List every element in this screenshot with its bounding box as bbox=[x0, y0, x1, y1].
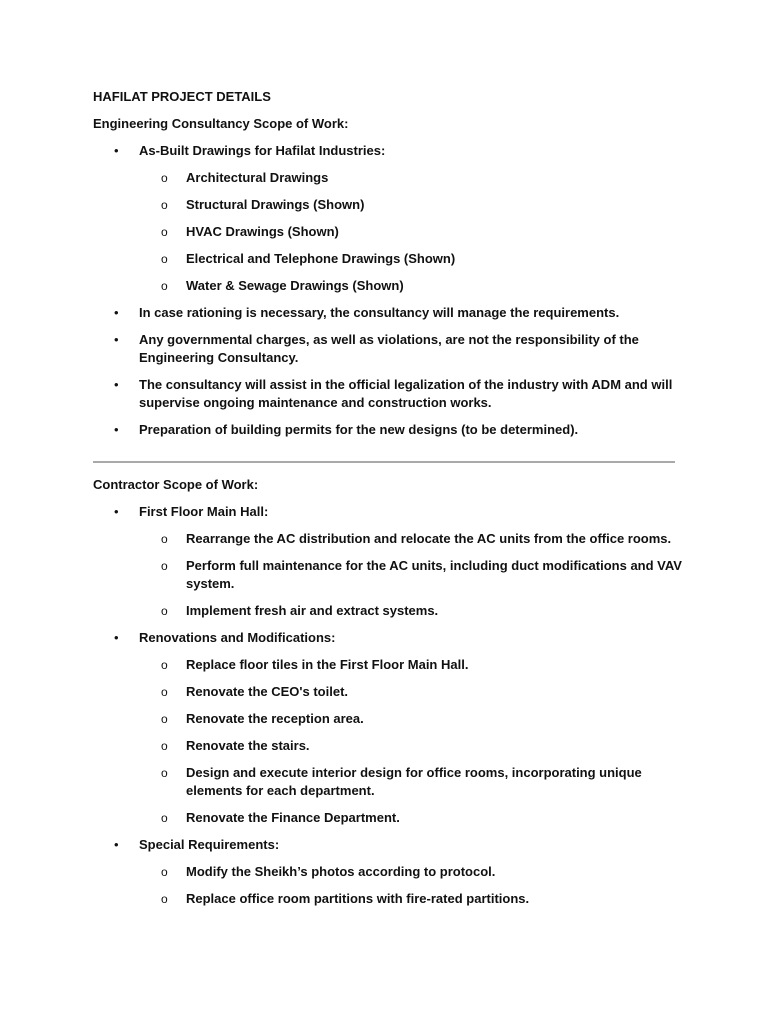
bullet-icon: • bbox=[114, 377, 119, 392]
list-item-text: First Floor Main Hall: bbox=[139, 504, 269, 519]
sub-list-item bbox=[139, 557, 683, 593]
bullet-icon: • bbox=[114, 143, 119, 158]
sub-list-item bbox=[139, 890, 683, 908]
sub-list-item-text: HVAC Drawings (Shown) bbox=[186, 224, 339, 239]
list-item bbox=[93, 331, 683, 367]
sub-list bbox=[139, 656, 683, 827]
list-item-text: As-Built Drawings for Hafilat Industries: bbox=[139, 143, 386, 158]
circle-bullet-icon: o bbox=[161, 225, 168, 239]
list-item-text: Preparation of building permits for the new designs (to be determined). bbox=[139, 422, 579, 437]
sub-list-item-text: Renovate the reception area. bbox=[186, 711, 364, 726]
bullet-icon: • bbox=[114, 332, 119, 347]
circle-bullet-icon: o bbox=[161, 532, 168, 546]
sub-list-item-text: Implement fresh air and extract systems. bbox=[186, 603, 439, 618]
sub-list-item bbox=[139, 683, 683, 701]
section-divider bbox=[93, 461, 675, 463]
sub-list-item-text: Structural Drawings (Shown) bbox=[186, 197, 365, 212]
sub-list-item bbox=[139, 656, 683, 674]
circle-bullet-icon: o bbox=[161, 892, 168, 906]
contractor-list bbox=[93, 503, 683, 908]
list-item bbox=[93, 836, 683, 908]
sub-list-item-text: Renovate the stairs. bbox=[186, 738, 310, 753]
circle-bullet-icon: o bbox=[161, 739, 168, 753]
sub-list-item-text: Water & Sewage Drawings (Shown) bbox=[186, 278, 404, 293]
circle-bullet-icon: o bbox=[161, 252, 168, 266]
engineering-list bbox=[93, 142, 683, 439]
sub-list bbox=[139, 169, 683, 295]
sub-list-item-text: Replace floor tiles in the First Floor Main Hall. bbox=[186, 657, 469, 672]
bullet-icon: • bbox=[114, 305, 119, 320]
list-item-text: Special Requirements: bbox=[139, 837, 280, 852]
bullet-icon: • bbox=[114, 837, 119, 852]
sub-list-item bbox=[139, 250, 683, 268]
sub-list-item-text: Renovate the CEO's toilet. bbox=[186, 684, 349, 699]
list-item-text: In case rationing is necessary, the consultancy will manage the requirements. bbox=[139, 305, 620, 320]
circle-bullet-icon: o bbox=[161, 198, 168, 212]
sub-list bbox=[139, 530, 683, 620]
sub-list-item-text: Renovate the Finance Department. bbox=[186, 810, 400, 825]
circle-bullet-icon: o bbox=[161, 658, 168, 672]
list-item bbox=[93, 142, 683, 295]
circle-bullet-icon: o bbox=[161, 279, 168, 293]
document-title: HAFILAT PROJECT DETAILS bbox=[93, 89, 271, 104]
circle-bullet-icon: o bbox=[161, 865, 168, 879]
sub-list-item bbox=[139, 737, 683, 755]
bullet-icon: • bbox=[114, 504, 119, 519]
circle-bullet-icon: o bbox=[161, 559, 168, 573]
sub-list-item-text: Perform full maintenance for the AC units, including duct modifications and VAV system. bbox=[186, 558, 682, 591]
sub-list-item-text: Replace office room partitions with fire-rated partitions. bbox=[186, 891, 530, 906]
document-page bbox=[93, 88, 683, 917]
contractor-heading: Contractor Scope of Work: bbox=[93, 477, 259, 492]
sub-list-item-text: Rearrange the AC distribution and relocate the AC units from the office rooms. bbox=[186, 531, 672, 546]
sub-list-item bbox=[139, 863, 683, 881]
sub-list-item-text: Electrical and Telephone Drawings (Shown) bbox=[186, 251, 456, 266]
list-item bbox=[93, 629, 683, 827]
circle-bullet-icon: o bbox=[161, 712, 168, 726]
sub-list-item bbox=[139, 196, 683, 214]
circle-bullet-icon: o bbox=[161, 766, 168, 780]
sub-list-item-text: Modify the Sheikh’s photos according to protocol. bbox=[186, 864, 496, 879]
sub-list-item bbox=[139, 710, 683, 728]
bullet-icon: • bbox=[114, 630, 119, 645]
list-item bbox=[93, 503, 683, 620]
sub-list-item bbox=[139, 223, 683, 241]
bullet-icon: • bbox=[114, 422, 119, 437]
circle-bullet-icon: o bbox=[161, 604, 168, 618]
circle-bullet-icon: o bbox=[161, 811, 168, 825]
engineering-heading: Engineering Consultancy Scope of Work: bbox=[93, 116, 349, 131]
sub-list-item bbox=[139, 764, 683, 800]
sub-list-item bbox=[139, 169, 683, 187]
sub-list-item bbox=[139, 277, 683, 295]
sub-list bbox=[139, 863, 683, 908]
sub-list-item bbox=[139, 809, 683, 827]
list-item bbox=[93, 421, 683, 439]
circle-bullet-icon: o bbox=[161, 171, 168, 185]
sub-list-item-text: Design and execute interior design for office rooms, incorporating unique elements for each department. bbox=[186, 765, 642, 798]
list-item-text: Renovations and Modifications: bbox=[139, 630, 336, 645]
sub-list-item-text: Architectural Drawings bbox=[186, 170, 329, 185]
sub-list-item bbox=[139, 602, 683, 620]
sub-list-item bbox=[139, 530, 683, 548]
circle-bullet-icon: o bbox=[161, 685, 168, 699]
list-item bbox=[93, 376, 683, 412]
list-item bbox=[93, 304, 683, 322]
list-item-text: The consultancy will assist in the official legalization of the industry with ADM and will supervise ongoing maintenance and construction works. bbox=[139, 377, 673, 410]
list-item-text: Any governmental charges, as well as violations, are not the responsibility of the Engineering Consultancy. bbox=[139, 332, 639, 365]
